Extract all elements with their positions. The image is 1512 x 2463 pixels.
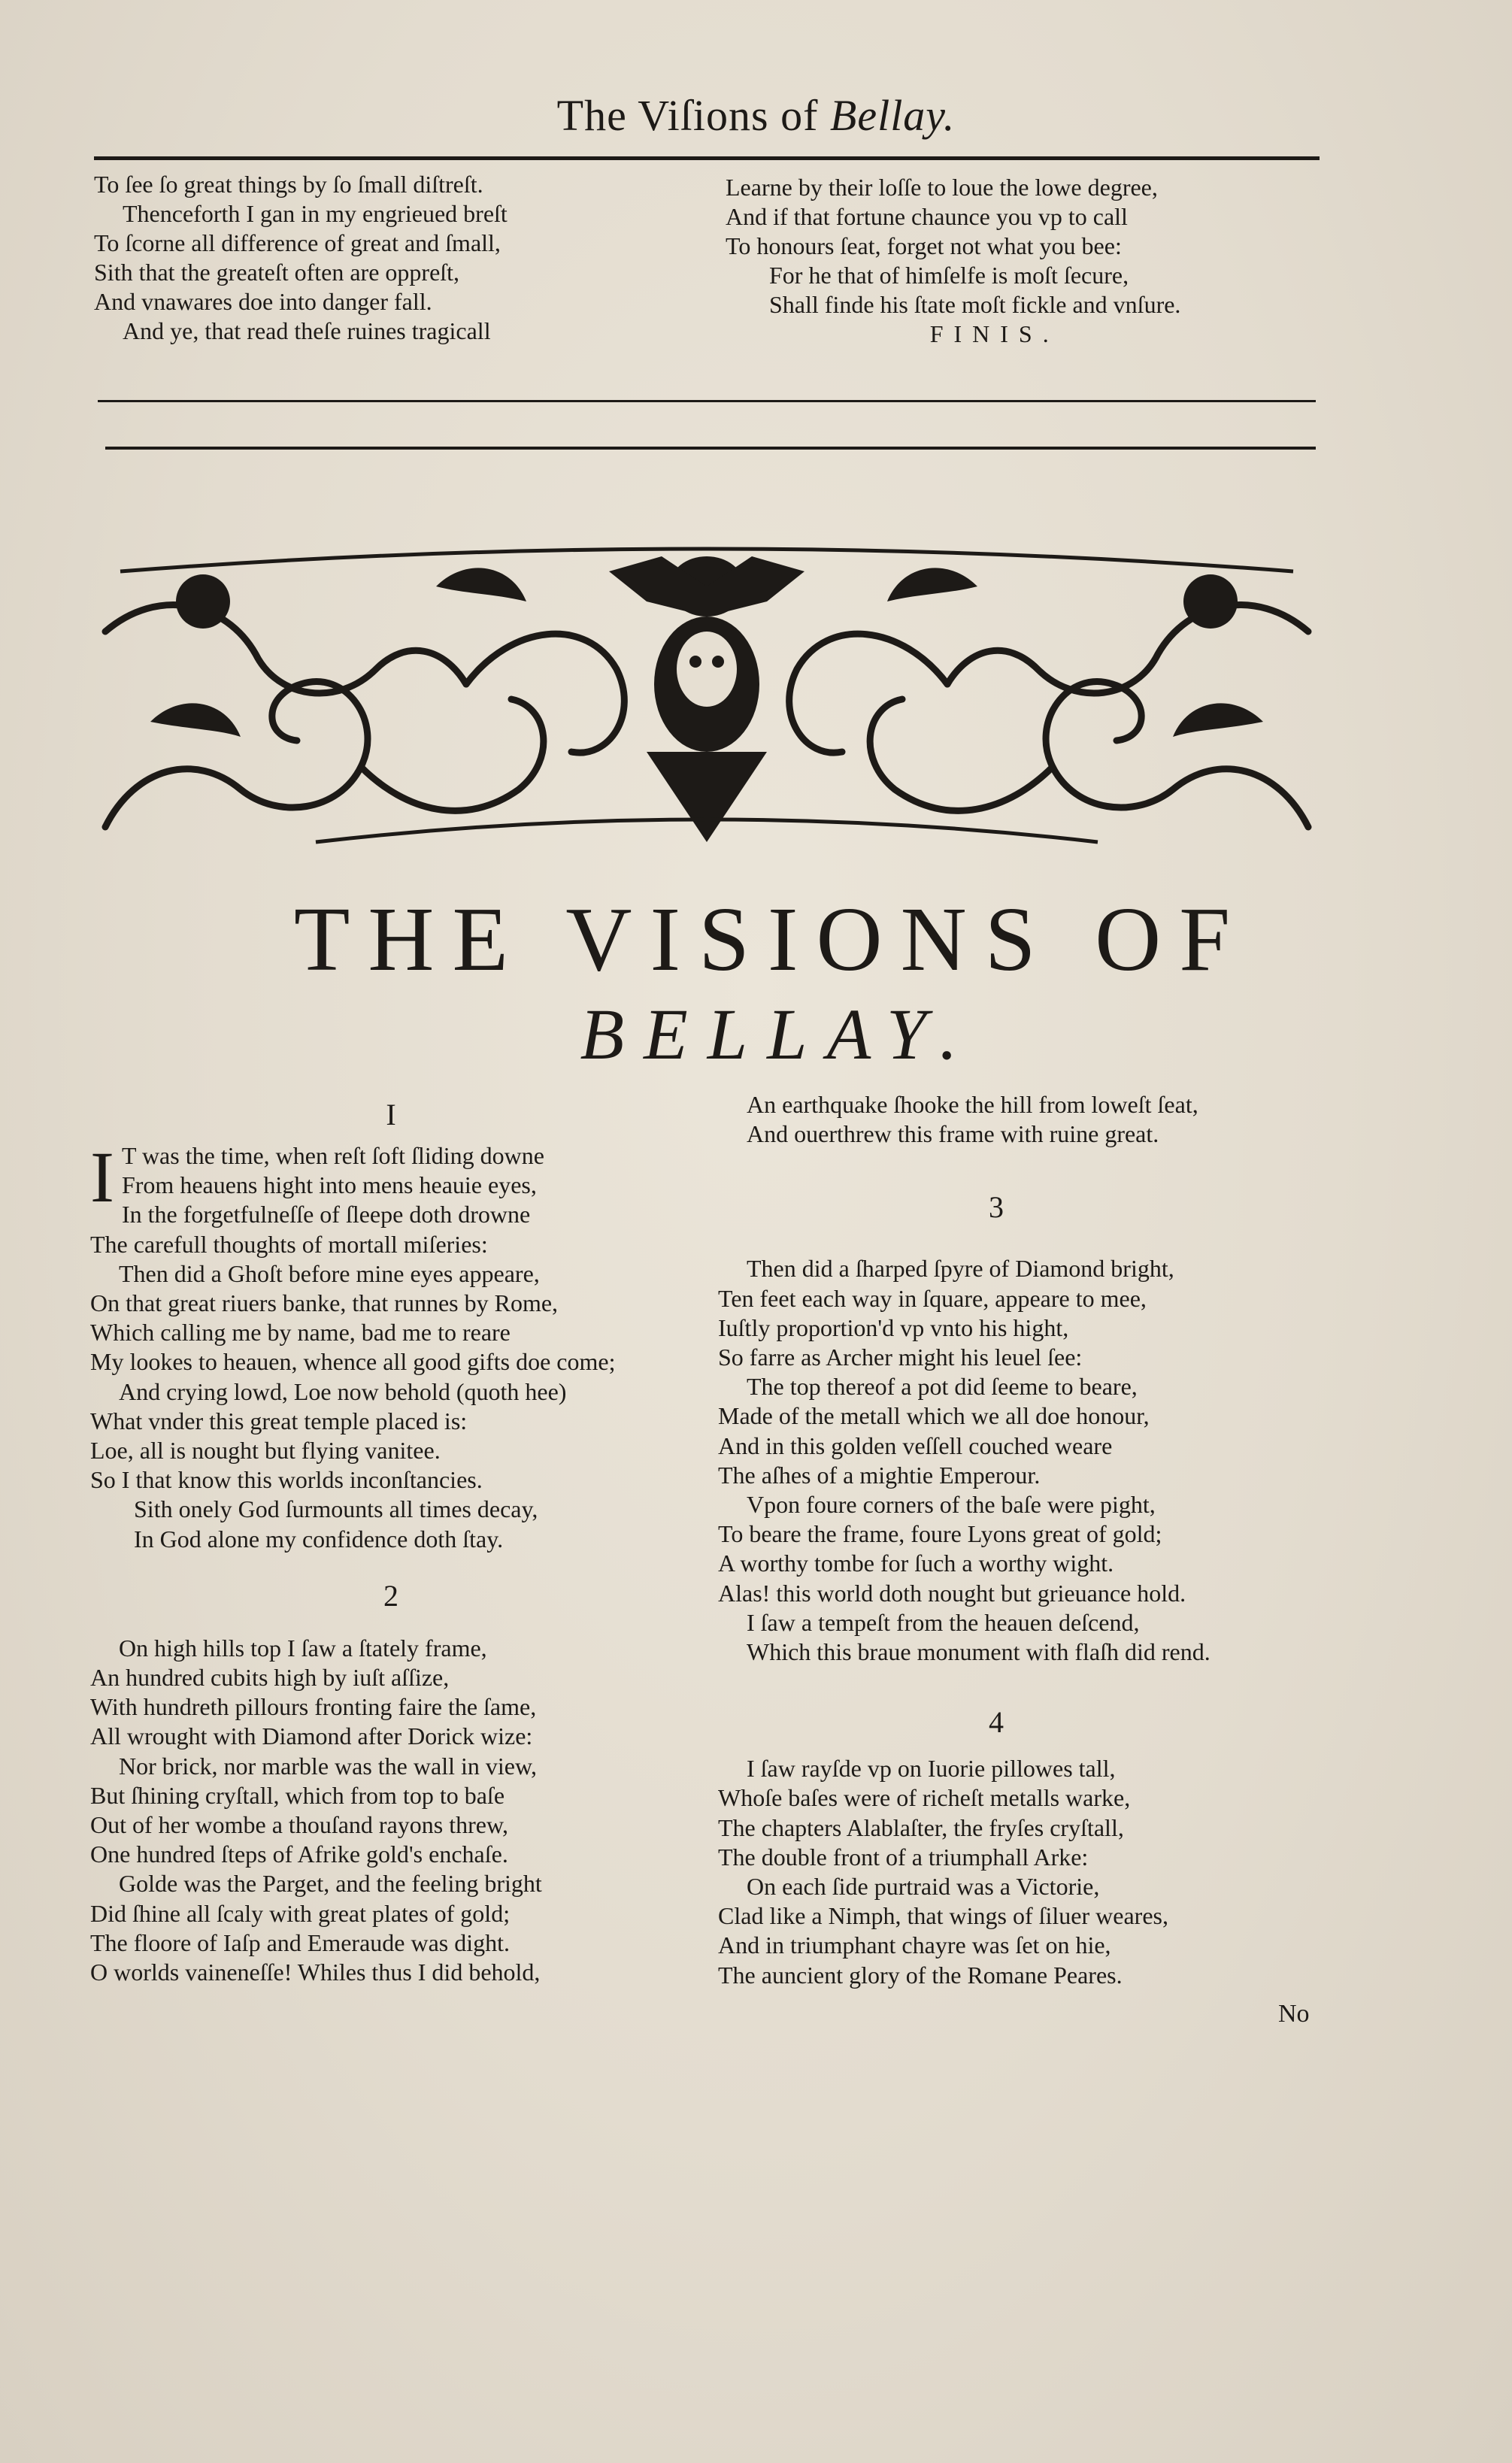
verse-line: And in triumphant chayre was ſet on hie,: [718, 1931, 1111, 1959]
verse-line: O worlds vaineneſſe! Whiles thus I did behold,: [90, 1959, 541, 1986]
left-column: [90, 1089, 692, 1987]
verse-line: So farre as Archer might his leuel ſee:: [718, 1344, 1083, 1371]
verse-line: Thenceforth I gan in my engrieued breſt: [123, 200, 508, 227]
verse-line: Shall finde his ſtate moſt fickle and vnſure.: [769, 291, 1181, 318]
verse-line: Vpon foure corners of the baſe were pight,: [747, 1491, 1156, 1519]
running-head: [0, 90, 1512, 141]
verse-line: I ſaw a tempeſt from the heauen deſcend,: [747, 1608, 1140, 1636]
verse-line: Learne by their loſſe to loue the lowe degree,: [726, 174, 1158, 201]
woodcut-headpiece-ornament: [90, 541, 1323, 857]
stanza-gap: [718, 1227, 1320, 1254]
verse-line: To ſee ſo great things by ſo ſmall diſtreſt.: [94, 171, 483, 198]
verse-line: Sith onely God ſurmounts all times decay,: [134, 1495, 538, 1523]
verse-line: Out of her wombe a thouſand rayons threw,: [90, 1811, 508, 1839]
stanza-number: 3: [989, 1190, 1004, 1225]
verse-line: To ſcorne all difference of great and ſmall,: [94, 229, 501, 256]
verse-line: With hundreth pillours fronting faire the ſame,: [90, 1693, 537, 1721]
verse-line: But ſhining cryſtall, which from top to baſe: [90, 1781, 505, 1809]
verse-line: Alas! this world doth nought but grieuance hold.: [718, 1579, 1186, 1607]
verse-line: The double front of a triumphall Arke:: [718, 1843, 1089, 1871]
verse-line: What vnder this great temple placed is:: [90, 1407, 468, 1434]
verse-line: Ten feet each way in ſquare, appeare to mee,: [718, 1284, 1147, 1312]
stanza-2: [90, 1634, 692, 1987]
verse-line: And crying lowd, Loe now behold (quoth hee): [119, 1377, 567, 1405]
verse-line: Made of the metall which we all doe honour,: [718, 1402, 1150, 1430]
verse-line: T was the time, when reſt ſoft ſliding downe: [121, 1142, 544, 1169]
verse-line: And vnawares doe into danger fall.: [94, 288, 432, 315]
stanza-number: 2: [383, 1578, 398, 1613]
verse-line: Loe, all is nought but flying vanitee.: [90, 1437, 441, 1465]
running-head-italic: Bellay.: [829, 91, 956, 140]
verse-line: And if that fortune chaunce you vp to call: [726, 203, 1128, 230]
verse-line: On high hills top I ſaw a ſtately frame,: [119, 1634, 487, 1662]
verse-line: I ſaw rayſde vp on Iuorie pillowes tall,: [747, 1755, 1116, 1783]
verse-line: The auncient glory of the Romane Peares.: [718, 1961, 1123, 1989]
header-rule: [94, 156, 1320, 160]
stanza-3: [718, 1254, 1320, 1667]
verse-line: In the forgetfulneſſe of ſleepe doth drowne: [121, 1201, 531, 1228]
verse-line: An hundred cubits high by iuſt aſſize,: [90, 1664, 450, 1692]
stanza-gap: [718, 1743, 1320, 1754]
top-left-column: [94, 170, 508, 346]
verse-line: And in this golden veſſell couched weare: [718, 1431, 1113, 1459]
running-head-text: The Viſions of: [556, 91, 819, 140]
verse-line: An earthquake ſhooke the hill from loweſt ſeat,: [747, 1091, 1198, 1118]
stanza-gap: [718, 1667, 1320, 1701]
verse-line: The aſhes of a mightie Emperour.: [718, 1461, 1041, 1489]
verse-line: Which this braue monument with flaſh did rend.: [747, 1638, 1211, 1666]
finis: FINIS.: [929, 320, 1059, 347]
stanza-4: [718, 1754, 1320, 1990]
stanza-2-continued: [718, 1090, 1320, 1149]
verse-line: For he that of himſelfe is moſt ſecure,: [769, 262, 1129, 289]
verse-line: On each ſide purtraid was a Victorie,: [747, 1873, 1100, 1901]
verse-line: To beare the frame, foure Lyons great of gold;: [718, 1520, 1162, 1548]
verse-line: My lookes to heauen, whence all good gifts doe come;: [90, 1348, 616, 1376]
verse-line: And ouerthrew this frame with ruine great.: [747, 1120, 1159, 1148]
verse-line: Sith that the greateſt often are oppreſt,: [94, 259, 460, 286]
stanza-number: 4: [989, 1705, 1004, 1740]
verse-line: On that great riuers banke, that runnes by Rome,: [90, 1289, 559, 1317]
verse-line: Iuſtly proportion'd vp vnto his hight,: [718, 1313, 1069, 1341]
stanza-gap: [718, 1149, 1320, 1188]
verse-line: The chapters Alablaſter, the fryſes cryſtall,: [718, 1813, 1124, 1841]
verse-line: Then did a Ghoſt before mine eyes appeare,: [119, 1259, 540, 1287]
drop-cap: I: [90, 1137, 114, 1217]
verse-line: And ye, that read theſe ruines tragicall: [123, 317, 491, 344]
verse-line: So I that know this worlds inconſtancies.: [90, 1466, 483, 1494]
section-rule-2: [105, 447, 1316, 450]
verse-line: The floore of Iaſp and Emeraude was dight.: [90, 1928, 511, 1956]
verse-line: The carefull thoughts of mortall miſeries:: [90, 1230, 488, 1258]
verse-line: Nor brick, nor marble was the wall in view,: [119, 1752, 537, 1780]
section-rule-1: [98, 400, 1316, 402]
sub-title: BELLAY.: [580, 994, 977, 1074]
verse-line: Whoſe baſes were of richeſt metalls warke,: [718, 1784, 1131, 1812]
right-column: [718, 1090, 1320, 1990]
verse-line: Golde was the Parget, and the feeling bright: [119, 1870, 542, 1898]
verse-line: A worthy tombe for ſuch a worthy wight.: [718, 1550, 1114, 1577]
verse-line: From heauens hight into mens heauie eyes,: [121, 1171, 537, 1199]
verse-line: In God alone my confidence doth ſtay.: [134, 1525, 504, 1553]
stanza-number: I: [386, 1098, 396, 1132]
verse-line: To honours ſeat, forget not what you bee:: [726, 232, 1122, 259]
verse-line: All wrought with Diamond after Dorick wize:: [90, 1722, 533, 1750]
catchword: No: [1278, 2000, 1310, 2028]
verse-line: The top thereof a pot did ſeeme to beare,: [747, 1373, 1138, 1401]
main-title: THE VISIONS OF: [293, 889, 1249, 990]
stanza-gap: [90, 1554, 692, 1577]
stanza-gap: [90, 1616, 692, 1634]
verse-line: Then did a ſharped ſpyre of Diamond bright,: [747, 1255, 1174, 1283]
top-right-column: [726, 173, 1180, 349]
stanza-1: [90, 1137, 692, 1554]
verse-line: Did ſhine all ſcaly with great plates of gold;: [90, 1899, 511, 1927]
verse-line: Which calling me by name, bad me to reare: [90, 1319, 511, 1347]
verse-line: One hundred ſteps of Afrike gold's enchaſe.: [90, 1840, 508, 1868]
verse-line: Clad like a Nimph, that wings of ſiluer weares,: [718, 1902, 1168, 1930]
